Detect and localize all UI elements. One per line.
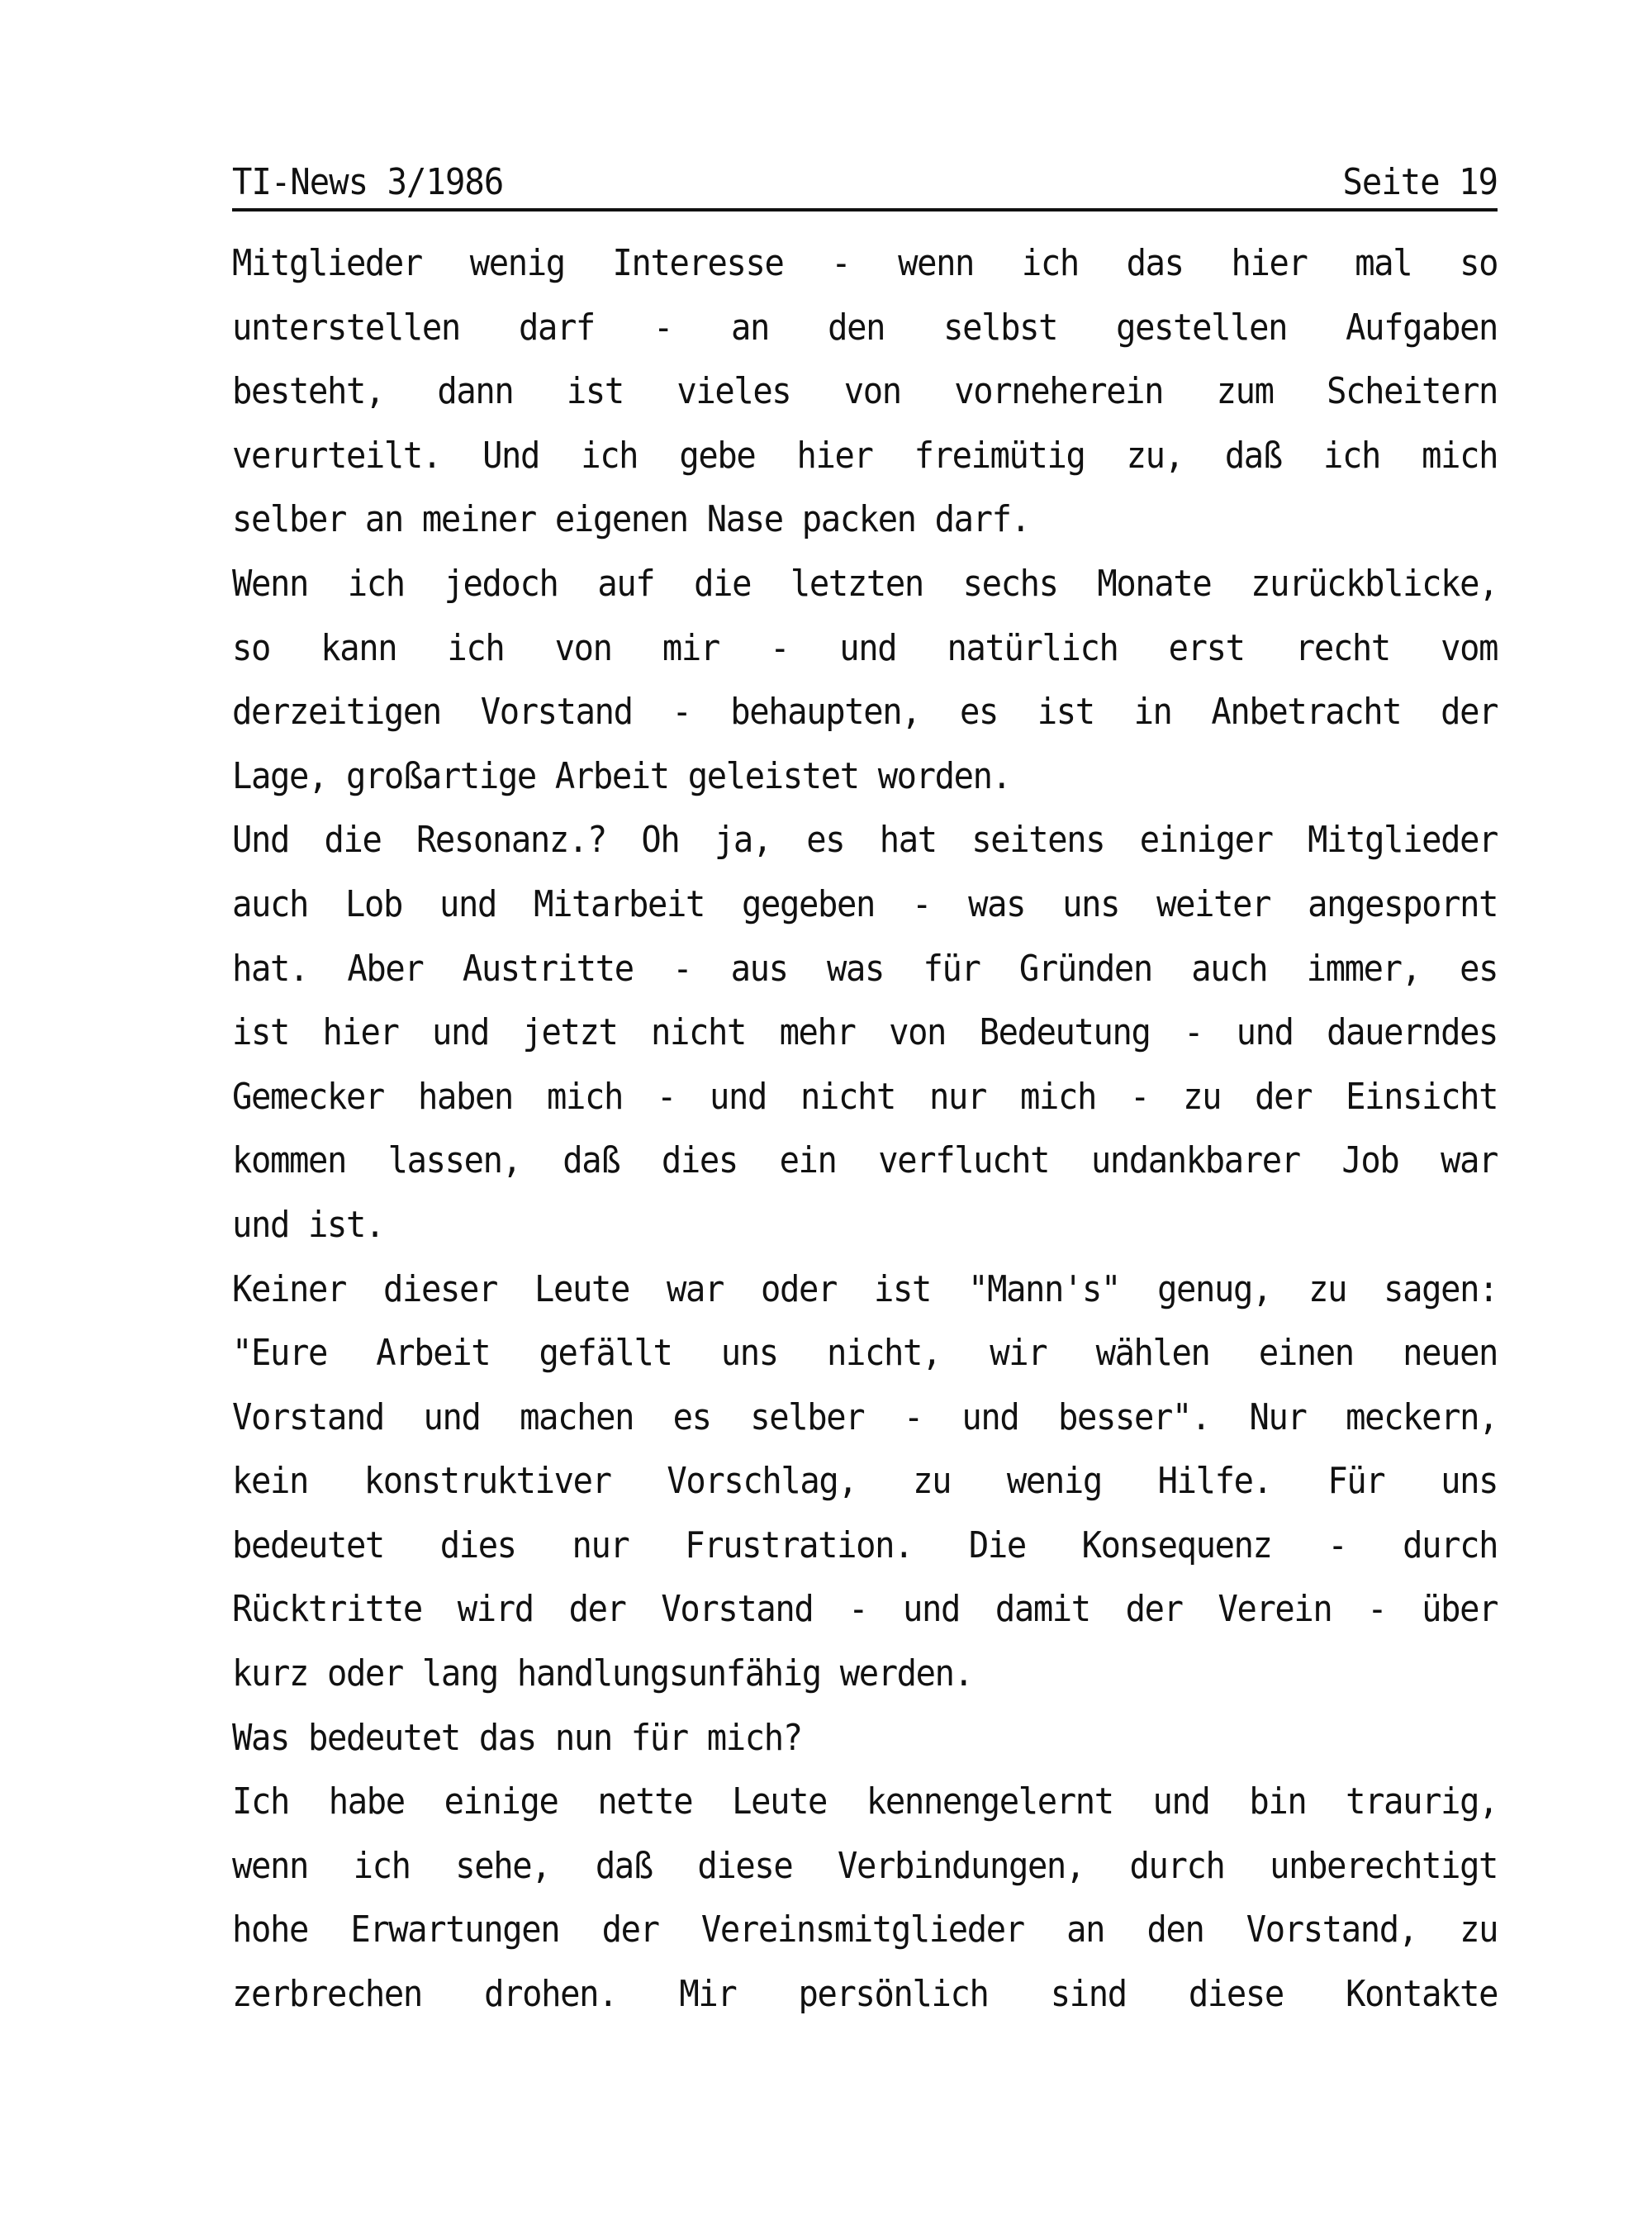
- text-line: "Eure Arbeit gefällt uns nicht, wir wählen einen neuen: [232, 1332, 1498, 1375]
- text-line: kurz oder lang handlungsunfähig werden.: [232, 1652, 973, 1695]
- text-line: Keiner dieser Leute war oder ist "Mann's" genug, zu sagen:: [232, 1267, 1498, 1310]
- page-header: [232, 157, 1498, 203]
- text-line: Rücktritte wird der Vorstand - und damit der Verein - über: [232, 1588, 1498, 1631]
- text-line: kommen lassen, daß dies ein verflucht undankbarer Job war: [232, 1139, 1498, 1182]
- text-line: hohe Erwartungen der Vereinsmitglieder an den Vorstand, zu: [232, 1908, 1498, 1951]
- text-line: bedeutet dies nur Frustration. Die Konsequenz - durch: [232, 1523, 1498, 1566]
- text-line: Vorstand und machen es selber - und besser". Nur meckern,: [232, 1395, 1498, 1438]
- text-line: besteht, dann ist vieles von vorneherein zum Scheitern: [232, 370, 1498, 413]
- text-line: wenn ich sehe, daß diese Verbindungen, durch unberechtigt: [232, 1844, 1498, 1887]
- text-line: zerbrechen drohen. Mir persönlich sind diese Kontakte: [232, 1973, 1498, 2016]
- text-line: so kann ich von mir - und natürlich erst recht vom: [232, 626, 1498, 669]
- page-number: Seite 19: [1342, 161, 1498, 203]
- body-text: [232, 231, 1498, 2027]
- text-line: kein konstruktiver Vorschlag, zu wenig Hilfe. Für uns: [232, 1460, 1498, 1503]
- text-line: ist hier und jetzt nicht mehr von Bedeutung - und dauerndes: [232, 1011, 1498, 1054]
- text-line: Wenn ich jedoch auf die letzten sechs Monate zurückblicke,: [232, 562, 1498, 605]
- text-line: und ist.: [232, 1203, 384, 1246]
- text-line: Mitglieder wenig Interesse - wenn ich das hier mal so: [232, 242, 1498, 284]
- text-line: Gemecker haben mich - und nicht nur mich - zu der Einsicht: [232, 1075, 1498, 1118]
- text-line: derzeitigen Vorstand - behaupten, es ist in Anbetracht der: [232, 691, 1498, 734]
- text-line: unterstellen darf - an den selbst gestellen Aufgaben: [232, 306, 1498, 349]
- text-line: Was bedeutet das nun für mich?: [232, 1716, 802, 1759]
- header-rule: [232, 208, 1498, 212]
- text-line: Ich habe einige nette Leute kennengelernt und bin traurig,: [232, 1780, 1498, 1823]
- document-page: [232, 157, 1498, 2027]
- text-line: Lage, großartige Arbeit geleistet worden.: [232, 754, 1011, 797]
- text-line: Und die Resonanz.? Oh ja, es hat seitens einiger Mitglieder: [232, 819, 1498, 862]
- text-line: auch Lob und Mitarbeit gegeben - was uns weiter angespornt: [232, 882, 1498, 925]
- text-line: selber an meiner eigenen Nase packen darf.: [232, 498, 1030, 541]
- publication-title: TI-News 3/1986: [232, 161, 504, 203]
- text-line: hat. Aber Austritte - aus was für Gründen auch immer, es: [232, 947, 1498, 990]
- text-line: verurteilt. Und ich gebe hier freimütig zu, daß ich mich: [232, 434, 1498, 477]
